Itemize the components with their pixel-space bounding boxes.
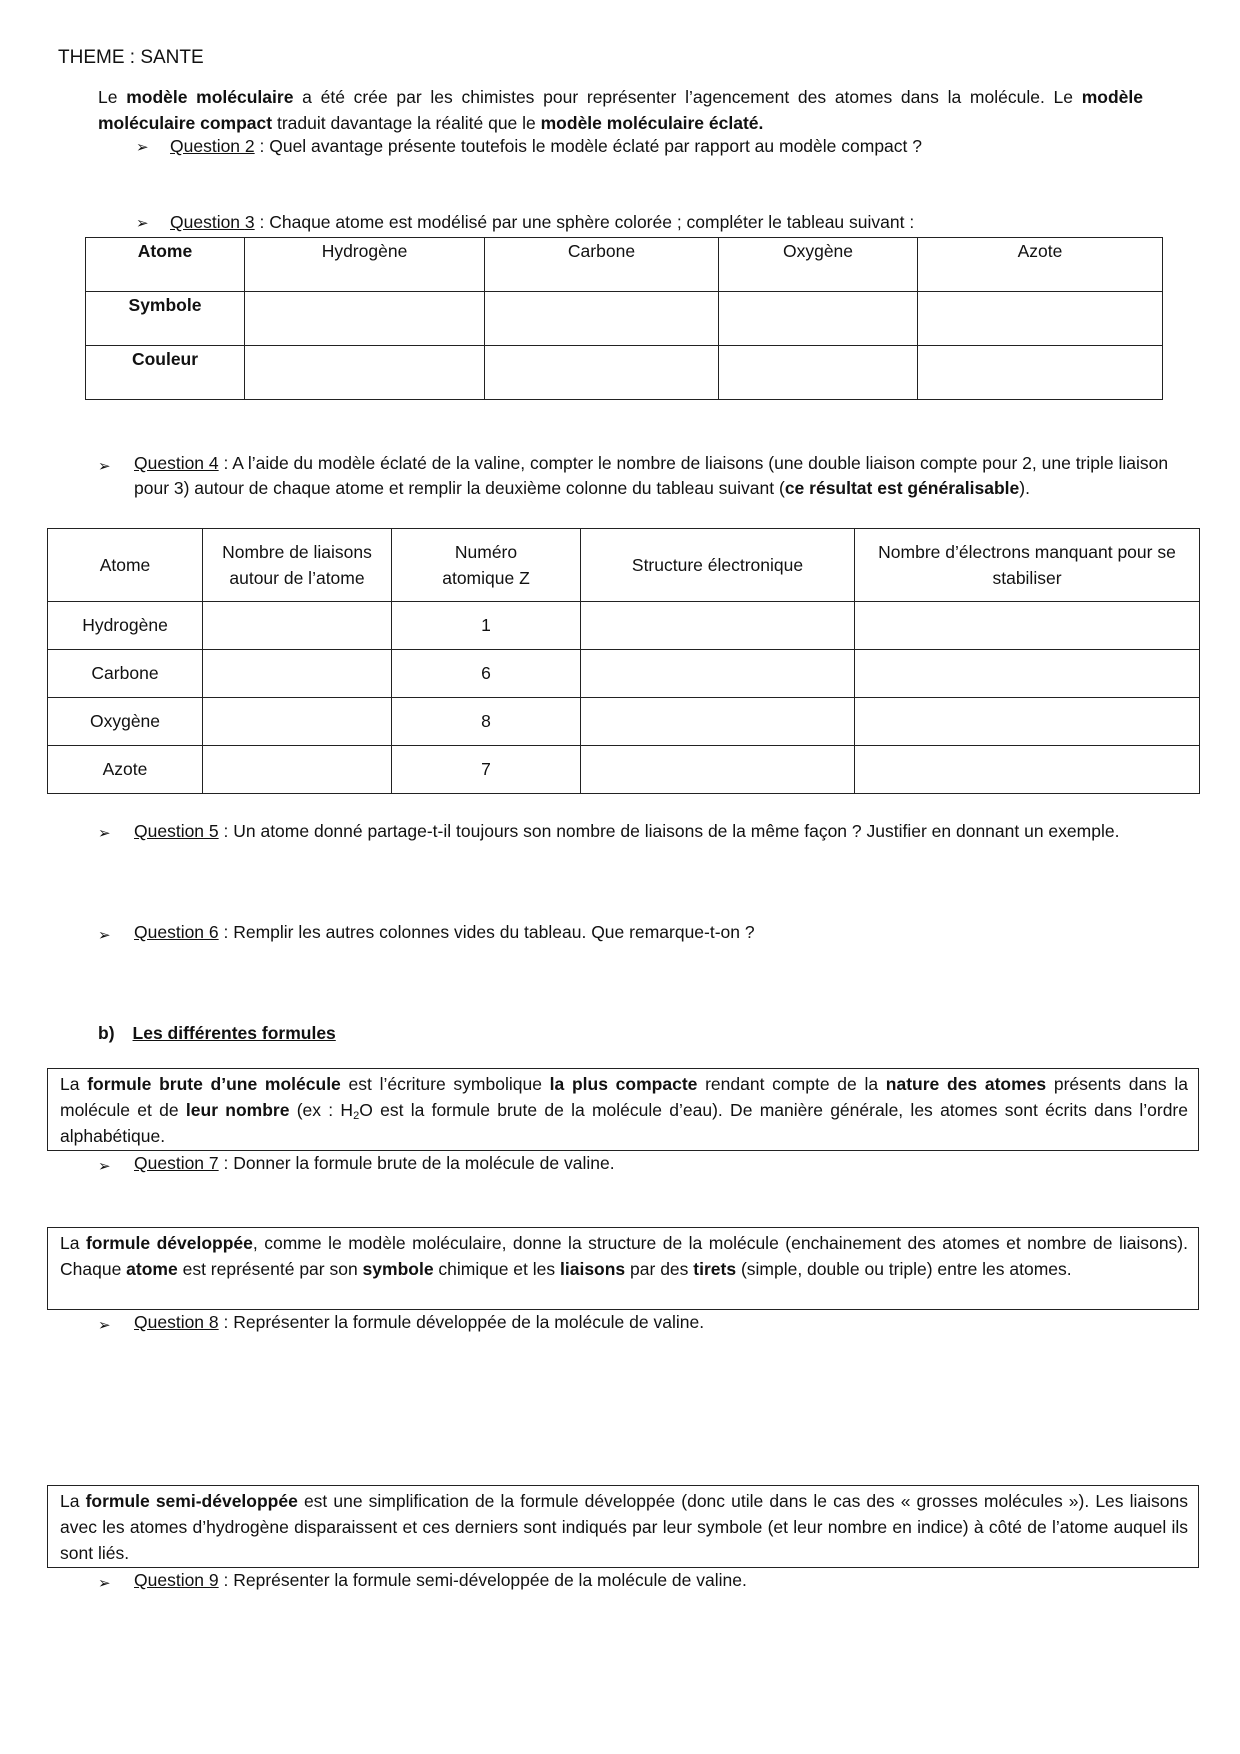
- answer-cell[interactable]: [245, 292, 485, 346]
- answer-cell[interactable]: [203, 602, 392, 650]
- answer-cell[interactable]: [918, 346, 1163, 400]
- column-header: Numéro atomique Z: [392, 529, 581, 602]
- atom-cell: Oxygène: [48, 698, 203, 746]
- section-heading: b) Les différentes formules: [98, 1023, 336, 1043]
- question-9: Question 9 : Représenter la formule semi-développée de la molécule de valine.: [134, 1570, 747, 1590]
- bullet-arrow-icon: ➢: [98, 927, 111, 944]
- answer-cell[interactable]: [245, 346, 485, 400]
- bullet-arrow-icon: ➢: [98, 825, 111, 842]
- atom-cell: Azote: [48, 746, 203, 794]
- answer-cell[interactable]: [581, 698, 855, 746]
- row-header-symbole: Symbole: [86, 292, 245, 346]
- definition-box-formule-brute: La formule brute d’une molécule est l’écriture symbolique la plus compacte rendant compte de la nature des atomes présents dans la molécule et de leur nombre (ex : $H_2O$ est la formule brute de la molécule d’eau). De manière générale, les atomes sont écrits dans l’ordre alphabétique.: [47, 1068, 1199, 1151]
- answer-cell[interactable]: [485, 292, 719, 346]
- question-5: Question 5 : Un atome donné partage-t-il toujours son nombre de liaisons de la même façon ? Justifier en donnant un exemple.: [134, 821, 1120, 841]
- bullet-arrow-icon: ➢: [98, 1575, 111, 1592]
- question-8: Question 8 : Représenter la formule développée de la molécule de valine.: [134, 1312, 705, 1332]
- answer-cell[interactable]: [203, 650, 392, 698]
- row-header-couleur: Couleur: [86, 346, 245, 400]
- column-header: Nombre d’électrons manquant pour se stabiliser: [855, 529, 1200, 602]
- atom-cell: Carbone: [48, 650, 203, 698]
- atomic-number-cell: 1: [392, 602, 581, 650]
- answer-cell[interactable]: [581, 650, 855, 698]
- atom-header: Azote: [918, 238, 1163, 292]
- question-4: Question 4 : A l’aide du modèle éclaté de la valine, compter le nombre de liaisons (une double liaison compte pour 2, une triple liaison pour 3) autour de chaque atome et remplir la deuxième colonne du tableau suivant (ce résultat est généralisable).: [134, 453, 1169, 498]
- row-header-atome: Atome: [86, 238, 245, 292]
- atomic-number-cell: 6: [392, 650, 581, 698]
- answer-cell[interactable]: [918, 292, 1163, 346]
- atom-header: Carbone: [485, 238, 719, 292]
- atom-header: Hydrogène: [245, 238, 485, 292]
- bullet-arrow-icon: ➢: [98, 1317, 111, 1334]
- question-3: Question 3 : Chaque atome est modélisé par une sphère colorée ; compléter le tableau suivant :: [170, 212, 915, 232]
- atomic-number-cell: 8: [392, 698, 581, 746]
- answer-cell[interactable]: [581, 746, 855, 794]
- answer-cell[interactable]: [581, 602, 855, 650]
- atom-header: Oxygène: [719, 238, 918, 292]
- answer-cell[interactable]: [855, 602, 1200, 650]
- definition-box-formule-developpee: La formule développée, comme le modèle moléculaire, donne la structure de la molécule (enchainement des atomes et nombre de liaisons). Chaque atome est représenté par son symbole chimique et les liaisons par des tirets (simple, double ou triple) entre les atomes.: [47, 1227, 1199, 1310]
- question-6: Question 6 : Remplir les autres colonnes vides du tableau. Que remarque-t-on ?: [134, 922, 755, 942]
- answer-cell[interactable]: [203, 746, 392, 794]
- bullet-arrow-icon: ➢: [136, 139, 149, 156]
- column-header: Structure électronique: [581, 529, 855, 602]
- answer-cell[interactable]: [855, 650, 1200, 698]
- column-header: Nombre de liaisons autour de l’atome: [203, 529, 392, 602]
- answer-cell[interactable]: [855, 746, 1200, 794]
- question-2: Question 2 : Quel avantage présente toutefois le modèle éclaté par rapport au modèle compact ?: [170, 136, 922, 156]
- answer-cell[interactable]: [855, 698, 1200, 746]
- column-header: Atome: [48, 529, 203, 602]
- answer-cell[interactable]: [719, 292, 918, 346]
- intro-paragraph: Le modèle moléculaire a été crée par les chimistes pour représenter l’agencement des atomes dans la molécule. Le modèle moléculaire compact traduit davantage la réalité que le modèle moléculaire éclaté.: [98, 87, 1143, 133]
- atom-color-table: [85, 237, 1163, 400]
- answer-cell[interactable]: [203, 698, 392, 746]
- answer-cell[interactable]: [485, 346, 719, 400]
- bullet-arrow-icon: ➢: [98, 458, 111, 475]
- answer-cell[interactable]: [719, 346, 918, 400]
- atomic-number-cell: 7: [392, 746, 581, 794]
- page-theme: THEME : SANTE: [58, 47, 204, 68]
- atom-cell: Hydrogène: [48, 602, 203, 650]
- electron-structure-table: [47, 528, 1200, 794]
- question-7: Question 7 : Donner la formule brute de la molécule de valine.: [134, 1153, 615, 1173]
- bullet-arrow-icon: ➢: [98, 1158, 111, 1175]
- definition-box-formule-semi-developpee: La formule semi-développée est une simplification de la formule développée (donc utile dans le cas des « grosses molécules »). Les liaisons avec les atomes d’hydrogène disparaissent et ces derniers sont indiqués par leur symbole (et leur nombre en indice) à côté de l’atome auquel ils sont liés.: [47, 1485, 1199, 1568]
- bullet-arrow-icon: ➢: [136, 215, 149, 232]
